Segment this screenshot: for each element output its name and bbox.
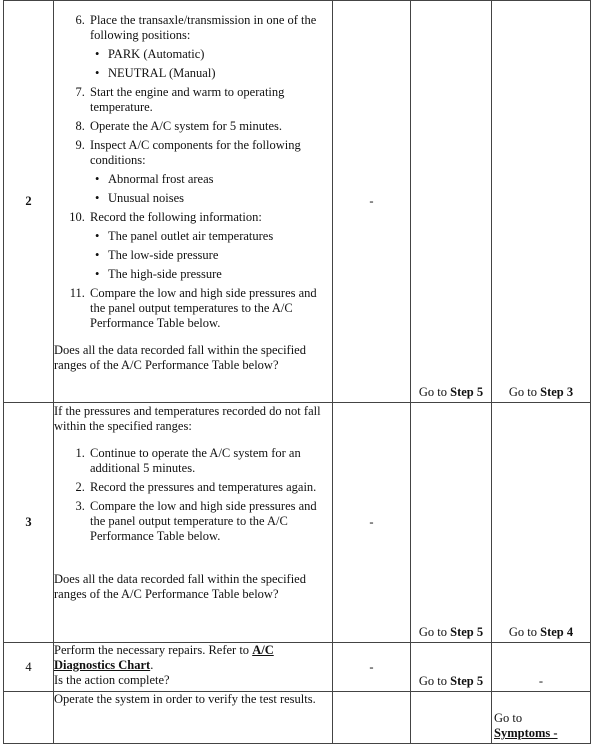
step-link[interactable]: Step 4 bbox=[540, 625, 574, 639]
list-item: 2. Record the pressures and temperatures again. bbox=[88, 480, 332, 495]
list-item: 9. Inspect A/C components for the following conditions: • Abnormal frost areas • Unusual noises bbox=[88, 138, 332, 206]
list-item: • PARK (Automatic) bbox=[108, 47, 332, 62]
question-text: Does all the data recorded fall within the specified ranges of the A/C Performance Table below? bbox=[54, 343, 306, 372]
list-item: 6. Place the transaxle/transmission in one of the following positions: • PARK (Automatic) • NEUTRAL (Manual) bbox=[88, 13, 332, 81]
step-number bbox=[4, 692, 54, 744]
list-item: • Abnormal frost areas bbox=[108, 172, 332, 187]
table-row-verify bbox=[4, 692, 591, 744]
value-cell: - bbox=[333, 1, 411, 403]
value-cell bbox=[333, 692, 411, 744]
step-link[interactable]: Step 5 bbox=[450, 674, 484, 688]
no-cell: - bbox=[492, 643, 591, 692]
question-text: Is the action complete? bbox=[54, 673, 170, 687]
diagnostic-table bbox=[3, 0, 591, 744]
list-item: 1. Continue to operate the A/C system for an additional 5 minutes. bbox=[88, 446, 332, 476]
table-row-step-3 bbox=[4, 403, 591, 643]
question-text: Does all the data recorded fall within the specified ranges of the A/C Performance Table below? bbox=[54, 572, 306, 601]
intro-text: If the pressures and temperatures recorded do not fall within the specified ranges: bbox=[54, 404, 321, 433]
list-item: 8. Operate the A/C system for 5 minutes. bbox=[88, 119, 332, 134]
yes-cell: Go to Step 5 bbox=[411, 643, 492, 692]
value-cell: - bbox=[333, 643, 411, 692]
list-item: • The high-side pressure bbox=[108, 267, 332, 282]
no-cell: Go to Step 4 bbox=[492, 403, 591, 643]
yes-cell bbox=[411, 692, 492, 744]
action-cell bbox=[54, 643, 333, 692]
no-cell: Go to Symptoms - bbox=[492, 692, 591, 744]
step-link[interactable]: Step 5 bbox=[450, 385, 484, 399]
yes-cell: Go to Step 5 bbox=[411, 403, 492, 643]
list-item: • Unusual noises bbox=[108, 191, 332, 206]
list-item: 7. Start the engine and warm to operating temperature. bbox=[88, 85, 332, 115]
list-item: • The low-side pressure bbox=[108, 248, 332, 263]
action-text: Perform the necessary repairs. Refer to A/C Diagnostics Chart. bbox=[54, 643, 274, 672]
list-item: 11. Compare the low and high side pressures and the panel output temperatures to the A/C Performance Table below. bbox=[88, 286, 332, 331]
step-link[interactable]: Step 3 bbox=[540, 385, 574, 399]
yes-cell: Go to Step 5 bbox=[411, 1, 492, 403]
no-cell: Go to Step 3 bbox=[492, 1, 591, 403]
sub-list bbox=[90, 172, 332, 206]
action-cell bbox=[54, 692, 333, 744]
list-item: 3. Compare the low and high side pressures and the panel output temperature to the A/C Performance Table below. bbox=[88, 499, 332, 544]
list-item: • The panel outlet air temperatures bbox=[108, 229, 332, 244]
table-row-step-2 bbox=[4, 1, 591, 403]
step-number: 3 bbox=[4, 403, 54, 643]
procedure-list bbox=[54, 1, 332, 331]
list-item: • NEUTRAL (Manual) bbox=[108, 66, 332, 81]
table-row-step-4 bbox=[4, 643, 591, 692]
step-link[interactable]: Step 5 bbox=[450, 625, 484, 639]
sub-list bbox=[90, 47, 332, 81]
list-item: 10. Record the following information: • The panel outlet air temperatures • The low-side pressure • The high-side pressure bbox=[88, 210, 332, 282]
sub-list bbox=[90, 229, 332, 282]
action-cell bbox=[54, 1, 333, 403]
diagnostics-chart-link[interactable]: A/C Diagnostics Chart bbox=[54, 643, 274, 672]
step-number: 2 bbox=[4, 1, 54, 403]
step-number: 4 bbox=[4, 643, 54, 692]
action-text: Operate the system in order to verify the test results. bbox=[54, 692, 316, 706]
action-cell bbox=[54, 403, 333, 643]
procedure-list bbox=[54, 446, 332, 544]
value-cell: - bbox=[333, 403, 411, 643]
symptoms-link[interactable]: Symptoms - bbox=[494, 726, 558, 740]
